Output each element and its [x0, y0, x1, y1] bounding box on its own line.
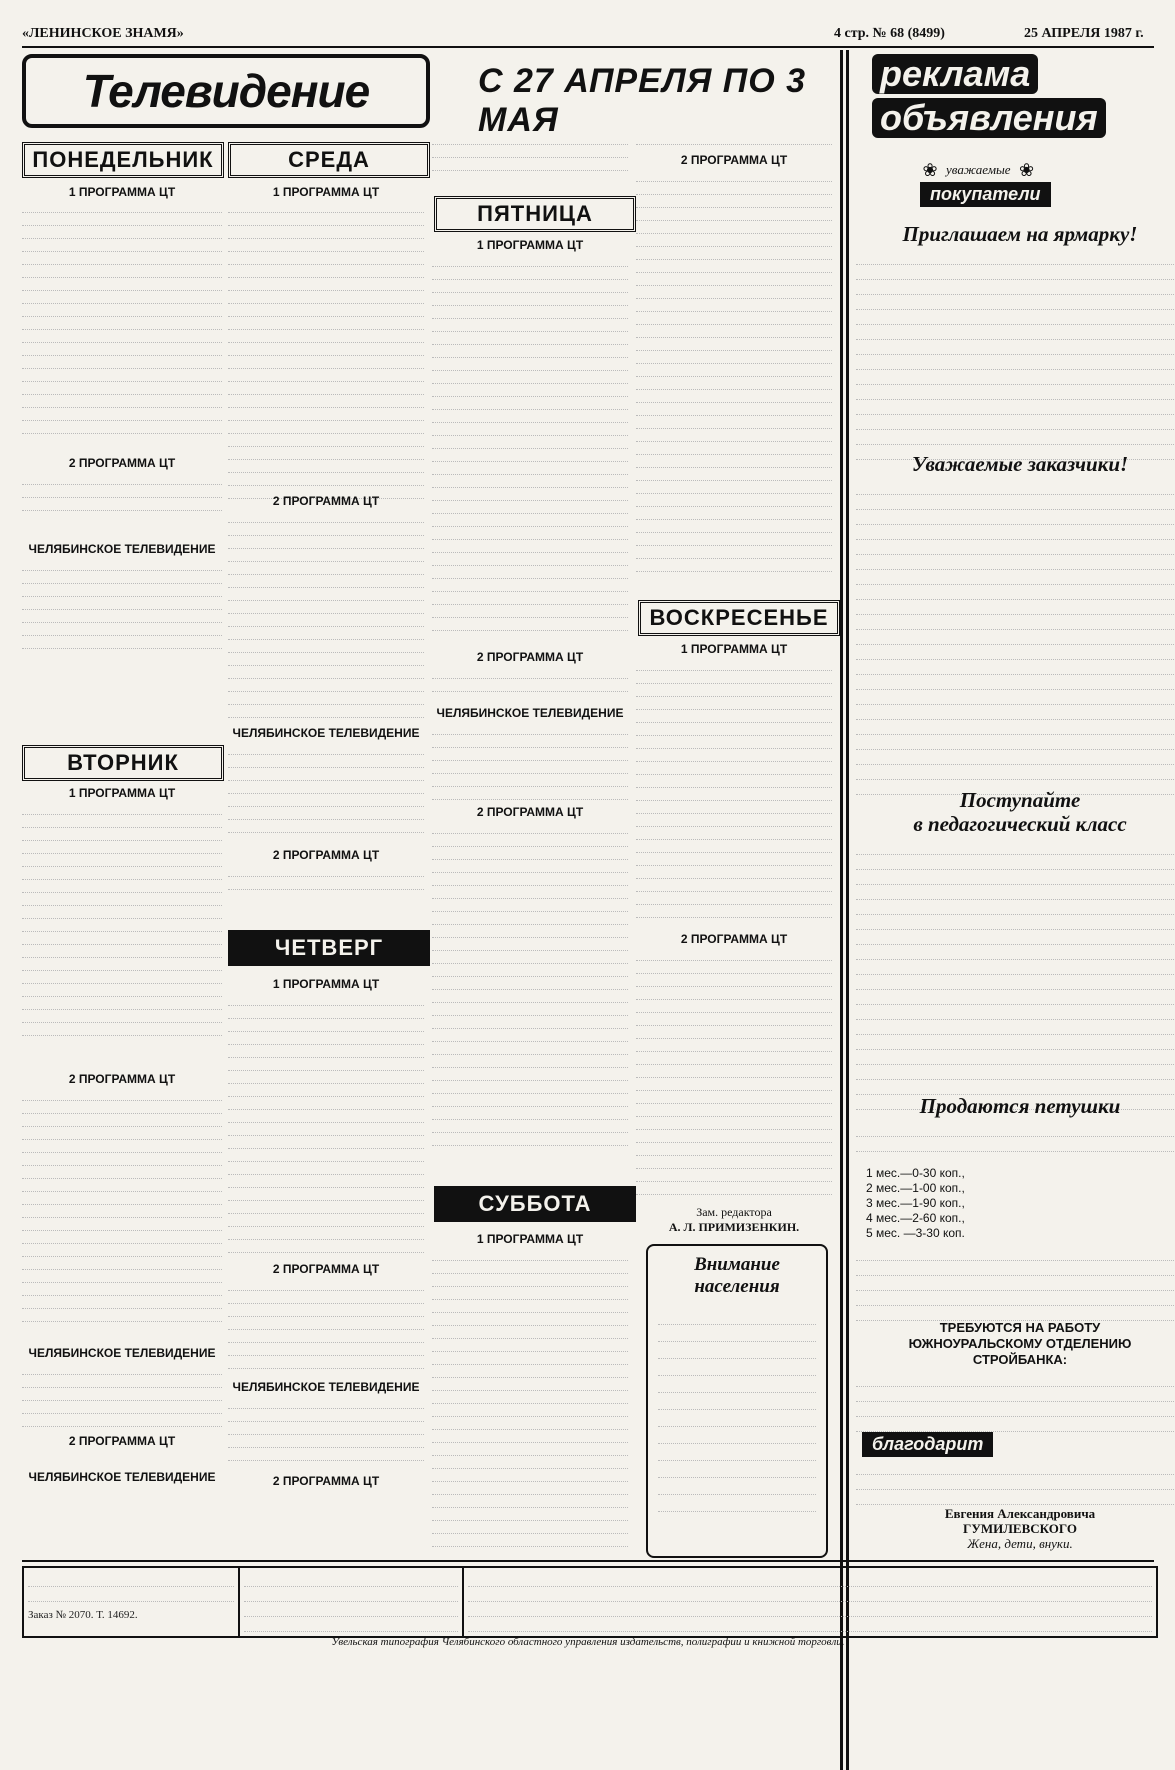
- price-line: 2 мес.—1-00 коп.,: [866, 1181, 965, 1195]
- roosters-heading: Продаются петушки: [919, 1094, 1121, 1118]
- printer-line: Увельская типография Челябинского областного управления издательств, полиграфии и книжной торговли.: [331, 1636, 845, 1648]
- wednesday-listing-4: [228, 864, 424, 900]
- tv-week-dates: С 27 АПРЕЛЯ ПО 3 МАЯ: [478, 62, 807, 139]
- ads-header-line1: реклама: [872, 54, 1038, 94]
- program-heading: 1 ПРОГРАММА ЦТ: [68, 786, 176, 800]
- clients-text: [856, 480, 1175, 780]
- program-heading: 2 ПРОГРАММА ЦТ: [68, 1434, 176, 1448]
- masthead: [22, 26, 1154, 44]
- tuesday-listing: [22, 802, 222, 1042]
- local-tv-heading: ЧЕЛЯБИНСКОЕ ТЕЛЕВИДЕНИЕ: [232, 726, 420, 740]
- local-tv-heading: ЧЕЛЯБИНСКОЕ ТЕЛЕВИДЕНИЕ: [436, 706, 624, 720]
- deputy-editor: [636, 1205, 832, 1235]
- footer-staff-box: [238, 1566, 464, 1638]
- program-heading: 1 ПРОГРАММА ЦТ: [68, 185, 176, 199]
- wednesday-listing-3: [228, 742, 424, 838]
- thursday-listing-2: [228, 1278, 424, 1374]
- masthead-rule: [22, 46, 1154, 48]
- job-heading-line3: СТРОЙБАНКА:: [972, 1352, 1068, 1367]
- job-heading-line1: ТРЕБУЮТСЯ НА РАБОТУ: [939, 1320, 1101, 1335]
- flower-icon: ❀: [922, 160, 938, 180]
- local-tv-heading: ЧЕЛЯБИНСКОЕ ТЕЛЕВИДЕНИЕ: [232, 1380, 420, 1394]
- customers-label: [920, 160, 1070, 180]
- fair-text: [856, 250, 1175, 446]
- program-heading: 1 ПРОГРАММА ЦТ: [476, 238, 584, 252]
- thanks-badge: благодарит: [862, 1432, 993, 1457]
- friday-listing-2: [432, 666, 628, 702]
- customers-badge: покупатели: [920, 182, 1051, 207]
- column-divider: [846, 50, 849, 1770]
- tuesday-listing-2: [22, 1088, 222, 1328]
- day-tuesday: ВТОРНИК: [22, 745, 224, 781]
- program-heading: 2 ПРОГРАММА ЦТ: [476, 805, 584, 819]
- class-heading-1: Поступайте: [959, 788, 1081, 812]
- tv-section-title: Телевидение: [22, 54, 430, 128]
- day-thursday: ЧЕТВЕРГ: [228, 930, 430, 966]
- local-tv-heading: ЧЕЛЯБИНСКОЕ ТЕЛЕВИДЕНИЕ: [28, 1470, 216, 1484]
- program-heading: 2 ПРОГРАММА ЦТ: [272, 1474, 380, 1488]
- thursday-listing-3: [228, 1396, 424, 1468]
- price-line: 4 мес.—2-60 коп.,: [866, 1211, 965, 1225]
- thanks-text: [856, 1460, 1175, 1502]
- price-line: 5 мес. —3-30 коп.: [866, 1226, 965, 1240]
- issue-number: 4 стр. № 68 (8499): [834, 26, 945, 41]
- job-heading: [856, 1320, 1175, 1368]
- column-divider: [840, 50, 843, 1770]
- day-saturday: СУББОТА: [434, 1186, 636, 1222]
- friday-listing: [432, 254, 628, 638]
- thanks-name-line2: ГУМИЛЕВСКОГО: [963, 1521, 1077, 1536]
- notice-title-line2: населения: [694, 1276, 780, 1297]
- local-tv-heading: ЧЕЛЯБИНСКОЕ ТЕЛЕВИДЕНИЕ: [28, 542, 216, 556]
- saturday-listing: [432, 1248, 628, 1548]
- program-heading: 2 ПРОГРАММА ЦТ: [680, 153, 788, 167]
- thursday-listing-4: [636, 169, 832, 577]
- thanks-name-line1: Евгения Александровича: [944, 1506, 1096, 1521]
- thursday-listing: [228, 993, 424, 1257]
- job-text: [856, 1372, 1175, 1428]
- sunday-listing-2: [636, 948, 832, 1200]
- attention-notice: [646, 1244, 828, 1558]
- monday-listing: [22, 200, 222, 440]
- job-heading-line2: ЮЖНОУРАЛЬСКОМУ ОТДЕЛЕНИЮ: [908, 1336, 1132, 1351]
- flower-icon: ❀: [1019, 160, 1035, 180]
- program-heading: 1 ПРОГРАММА ЦТ: [272, 977, 380, 991]
- footer-rule: [22, 1560, 1154, 1562]
- thanks-signature: Жена, дети, внуки.: [967, 1536, 1073, 1551]
- ads-header-line2: объявления: [872, 98, 1106, 138]
- rooster-prices: [866, 1166, 1066, 1241]
- notice-title-line1: Внимание: [694, 1254, 780, 1275]
- tuesday-listing-3: [22, 1362, 222, 1434]
- program-heading: 2 ПРОГРАММА ЦТ: [272, 494, 380, 508]
- footer-address-box: [462, 1566, 1158, 1638]
- day-friday: ПЯТНИЦА: [434, 196, 636, 232]
- fair-heading: Приглашаем на ярмарку!: [902, 222, 1138, 246]
- program-heading: 2 ПРОГРАММА ЦТ: [272, 848, 380, 862]
- class-heading-2: в педагогический класс: [913, 812, 1127, 836]
- program-heading: 2 ПРОГРАММА ЦТ: [476, 650, 584, 664]
- customers-prefix: уважаемые: [946, 162, 1011, 177]
- monday-listing-2: [22, 472, 222, 520]
- notice-body: [658, 1308, 816, 1528]
- ads-header: [872, 52, 1112, 140]
- roosters-text: [856, 1122, 1175, 1162]
- thanks-name: [856, 1506, 1175, 1551]
- program-heading: 2 ПРОГРАММА ЦТ: [680, 932, 788, 946]
- issue-date: 25 АПРЕЛЯ 1987 г.: [1024, 26, 1144, 41]
- roosters-terms: [856, 1246, 1175, 1316]
- price-line: 1 мес.—0-30 коп.,: [866, 1166, 965, 1180]
- program-heading: 1 ПРОГРАММА ЦТ: [680, 642, 788, 656]
- editor-name: А. Л. ПРИМИЗЕНКИН.: [668, 1220, 800, 1234]
- local-tv-heading: ЧЕЛЯБИНСКОЕ ТЕЛЕВИДЕНИЕ: [28, 1346, 216, 1360]
- monday-listing-3: [22, 558, 222, 654]
- wednesday-continued: [432, 132, 628, 180]
- day-monday: ПОНЕДЕЛЬНИК: [22, 142, 224, 178]
- day-sunday: ВОСКРЕСЕНЬЕ: [638, 600, 840, 636]
- program-heading: 2 ПРОГРАММА ЦТ: [68, 1072, 176, 1086]
- program-heading: 2 ПРОГРАММА ЦТ: [272, 1262, 380, 1276]
- class-text: [856, 840, 1175, 1092]
- friday-listing-3: [432, 722, 628, 806]
- footer-publication-box: [22, 1566, 240, 1638]
- day-wednesday: СРЕДА: [228, 142, 430, 178]
- program-heading: 1 ПРОГРАММА ЦТ: [272, 185, 380, 199]
- price-line: 3 мес.—1-90 коп.,: [866, 1196, 965, 1210]
- order-number: Заказ № 2070. Т. 14692.: [28, 1609, 138, 1621]
- friday-listing-4: [432, 821, 628, 1157]
- sunday-listing: [636, 658, 832, 922]
- editor-role: Зам. редактора: [696, 1205, 772, 1219]
- program-heading: 1 ПРОГРАММА ЦТ: [476, 1232, 584, 1246]
- program-heading: 2 ПРОГРАММА ЦТ: [68, 456, 176, 470]
- wednesday-listing: [228, 200, 424, 500]
- newspaper-name: «ЛЕНИНСКОЕ ЗНАМЯ»: [22, 26, 184, 41]
- wednesday-listing-2: [228, 510, 424, 726]
- clients-heading: Уважаемые заказчики!: [911, 452, 1129, 476]
